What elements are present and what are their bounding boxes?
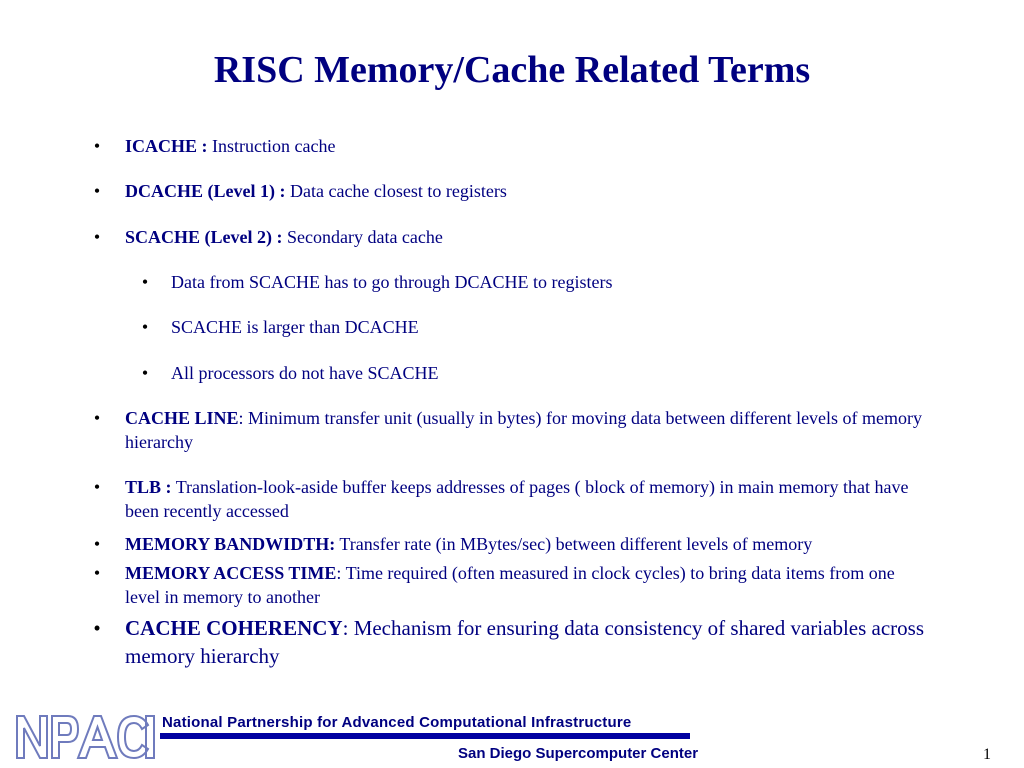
bullet-dot-icon: • xyxy=(93,616,101,640)
sub-bullet-scache-path xyxy=(141,270,931,294)
term-description: Translation-look-aside buffer keeps addresses of pages ( block of memory) in main memory that have been recently accessed xyxy=(125,477,909,521)
bullet-dot-icon: • xyxy=(141,363,149,383)
sub-bullet-scache-size xyxy=(141,315,931,339)
sub-bullet-text: Data from SCACHE has to go through DCACHE to registers xyxy=(171,272,613,292)
footer-divider xyxy=(160,733,690,739)
sub-bullet-text: SCACHE is larger than DCACHE xyxy=(171,317,419,337)
footer-line1-text: National Partnership for Advanced Computational Infrastructure xyxy=(162,714,632,731)
bullet-cache-coherency xyxy=(93,614,945,670)
footer-line2-text: San Diego Supercomputer Center xyxy=(458,745,699,762)
bullet-dot-icon: • xyxy=(93,181,101,201)
bullet-dot-icon: • xyxy=(93,477,101,497)
bullet-dot-icon: • xyxy=(93,136,101,156)
term-description: : Time required (often measured in clock cycles) to bring data items from one level in memory to another xyxy=(125,563,895,607)
page-number: 1 xyxy=(983,746,991,763)
slide-title: RISC Memory/Cache Related Terms xyxy=(213,49,811,91)
bullet-memory-access-time xyxy=(93,561,915,609)
bullet-dcache xyxy=(93,179,945,203)
term-label: ICACHE : xyxy=(125,136,208,156)
term-label: MEMORY BANDWIDTH: xyxy=(125,534,336,554)
sub-bullet-text: All processors do not have SCACHE xyxy=(171,363,439,383)
bullet-memory-bandwidth xyxy=(93,532,945,556)
term-label: MEMORY ACCESS TIME xyxy=(125,563,337,583)
bullet-dot-icon: • xyxy=(93,227,101,247)
footer-organization xyxy=(162,714,631,731)
term-description: Instruction cache xyxy=(207,136,336,156)
bullet-dot-icon: • xyxy=(93,534,101,554)
term-description: Secondary data cache xyxy=(282,227,443,247)
term-description: : Mechanism for ensuring data consistency of shared variables across memory hierarchy xyxy=(125,616,925,668)
bullet-cache-line xyxy=(93,406,945,454)
term-label: SCACHE (Level 2) : xyxy=(125,227,283,247)
bullet-dot-icon: • xyxy=(141,317,149,337)
term-description: : Minimum transfer unit (usually in bytes) for moving data between different levels of memory hierarchy xyxy=(125,408,923,452)
term-description: Data cache closest to registers xyxy=(285,181,507,201)
term-label: CACHE COHERENCY xyxy=(125,616,343,640)
term-label: CACHE LINE xyxy=(125,408,239,428)
sub-bullet-scache-availability xyxy=(141,361,931,385)
bullet-dot-icon: • xyxy=(93,563,101,583)
term-label: DCACHE (Level 1) : xyxy=(125,181,286,201)
bullet-icache xyxy=(93,134,945,158)
footer-center xyxy=(458,745,698,762)
bullet-dot-icon: • xyxy=(141,272,149,292)
term-description: Transfer rate (in MBytes/sec) between different levels of memory xyxy=(335,534,813,554)
npaci-logo xyxy=(14,712,156,762)
bullet-dot-icon: • xyxy=(93,408,101,428)
bullet-tlb xyxy=(93,475,925,523)
term-label: TLB : xyxy=(125,477,172,497)
bullet-scache xyxy=(93,225,945,249)
